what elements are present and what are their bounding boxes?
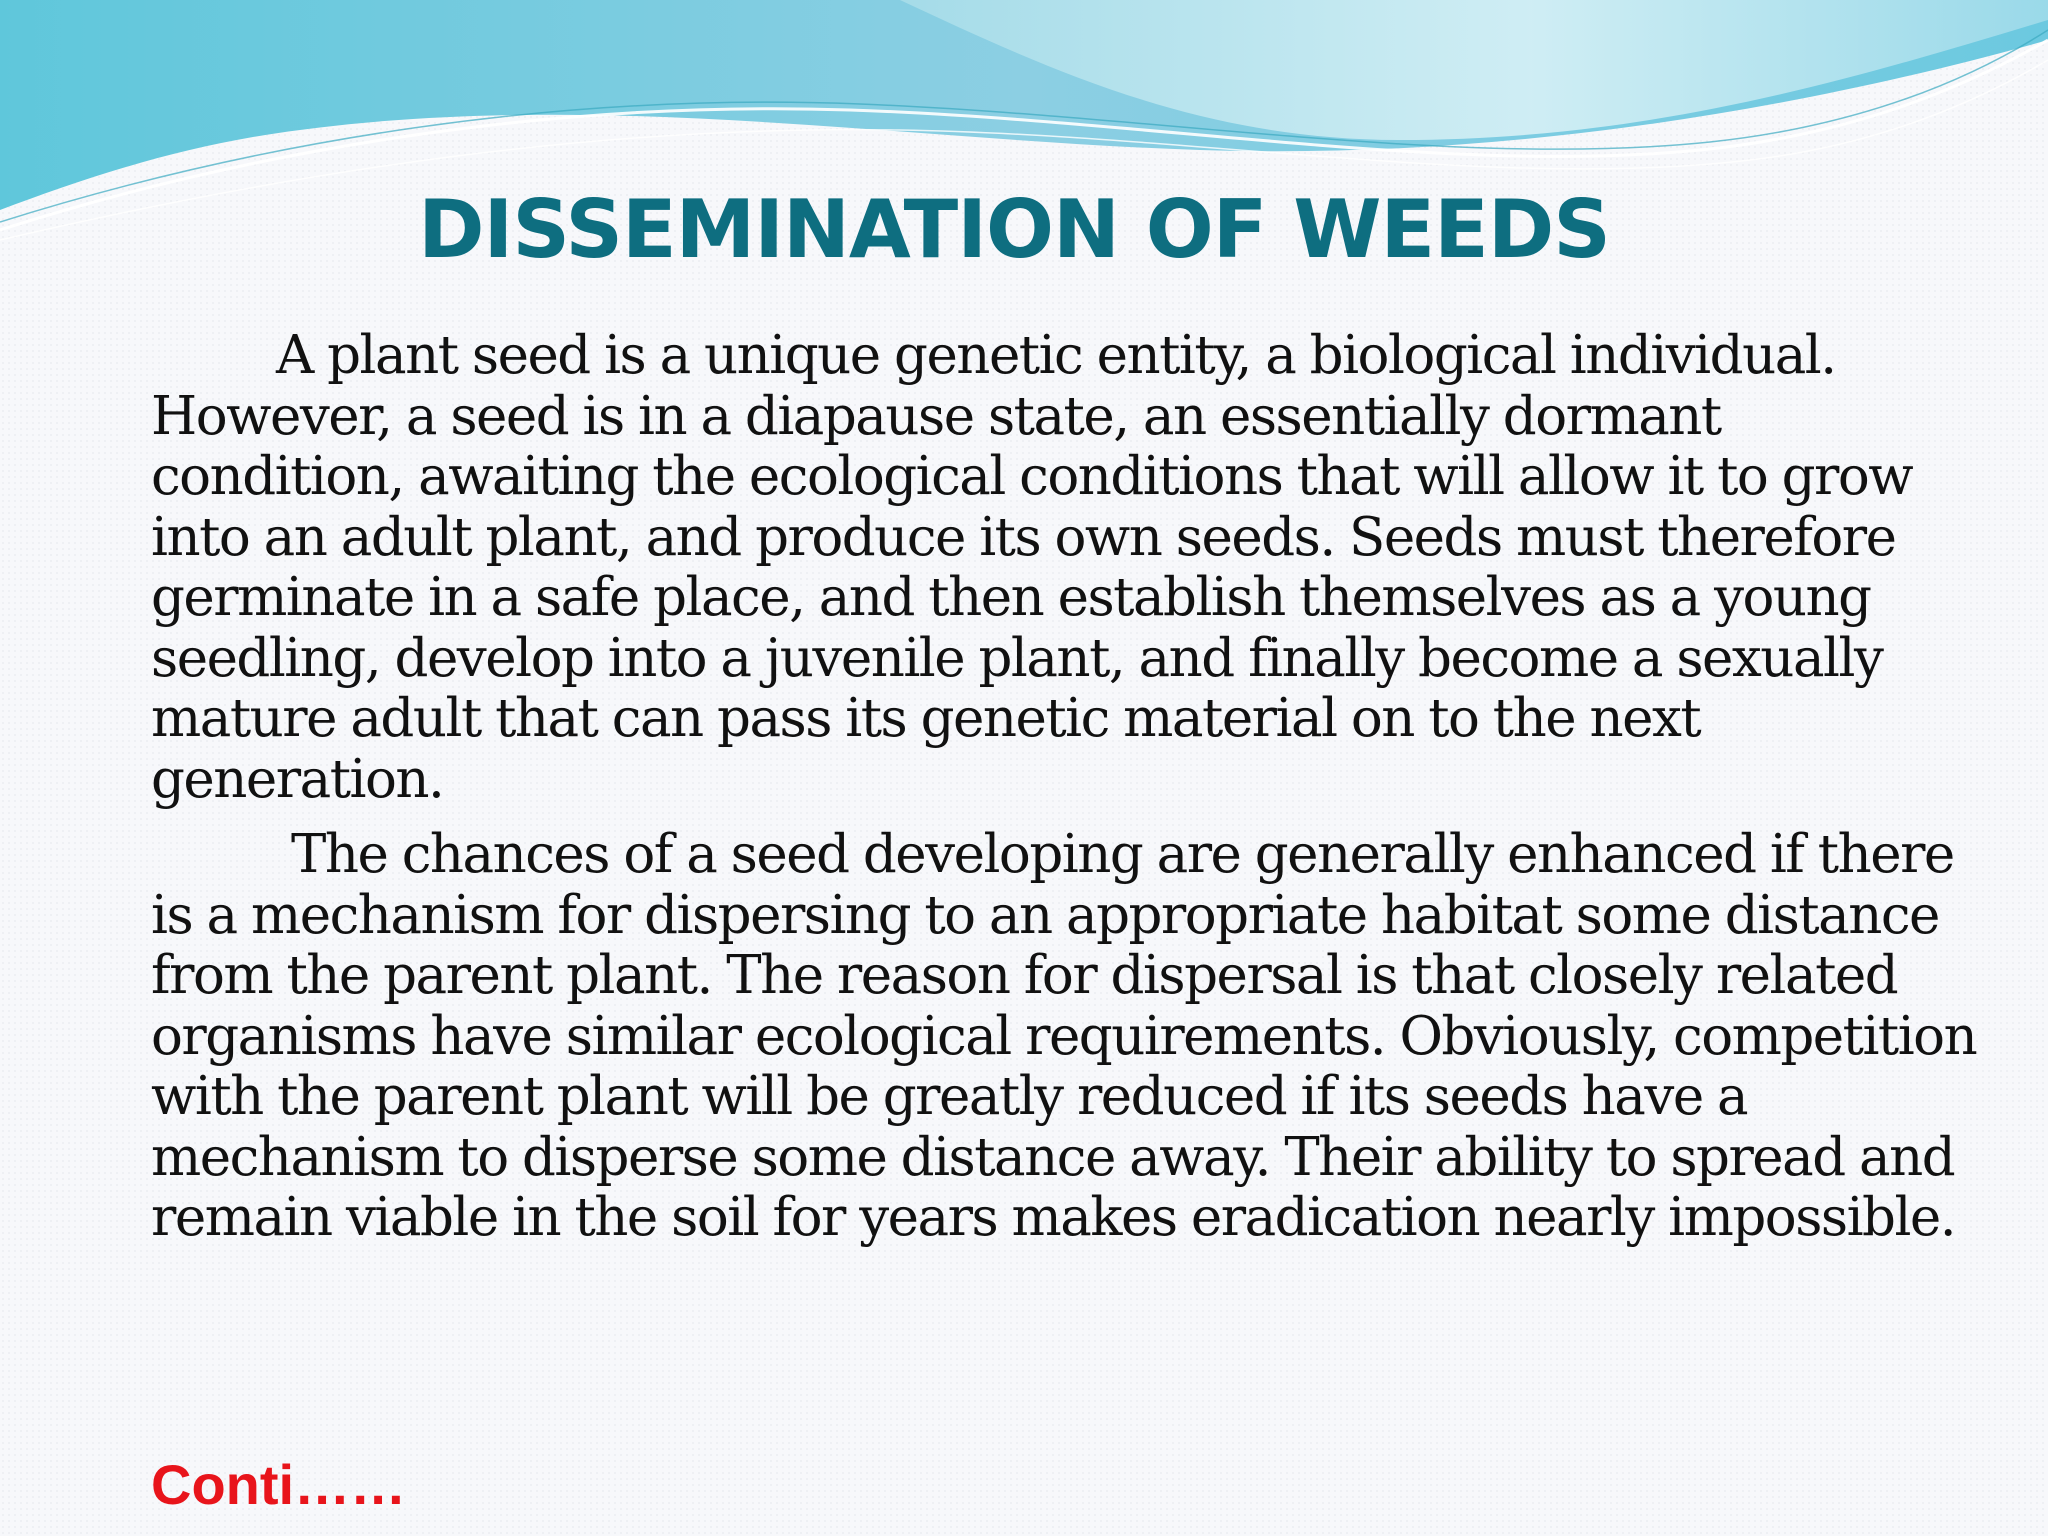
paragraph-seed-entity: A plant seed is a unique genetic entity, a biological individual. However, a seed is in a diapause state, an essentially dormant condition, awaiting the ecological conditions that will allow it to grow into an adult plant, and produce its own seeds. Seeds must therefore germinate in a safe place, and then establish themselves as a young seedling, develop into a juvenile plant, and finally become a sexually mature adult that can pass its genetic material on to the next generation. [151, 325, 1913, 810]
continuation-label: Conti…… [151, 1453, 407, 1516]
slide-title: DISSEMINATION OF WEEDS [418, 183, 1610, 276]
slide-body [151, 326, 1981, 1249]
paragraph-dispersal: The chances of a seed developing are generally enhanced if there is a mechanism for dispersing to an appropriate habitat some distance from the parent plant. The reason for dispersal is that closely related organisms have similar ecological requirements. Obviously, competition with the parent plant will be greatly reduced if its seeds have a mechanism to disperse some distance away. Their ability to spread and remain viable in the soil for years makes eradication nearly impossible. [151, 824, 1977, 1248]
